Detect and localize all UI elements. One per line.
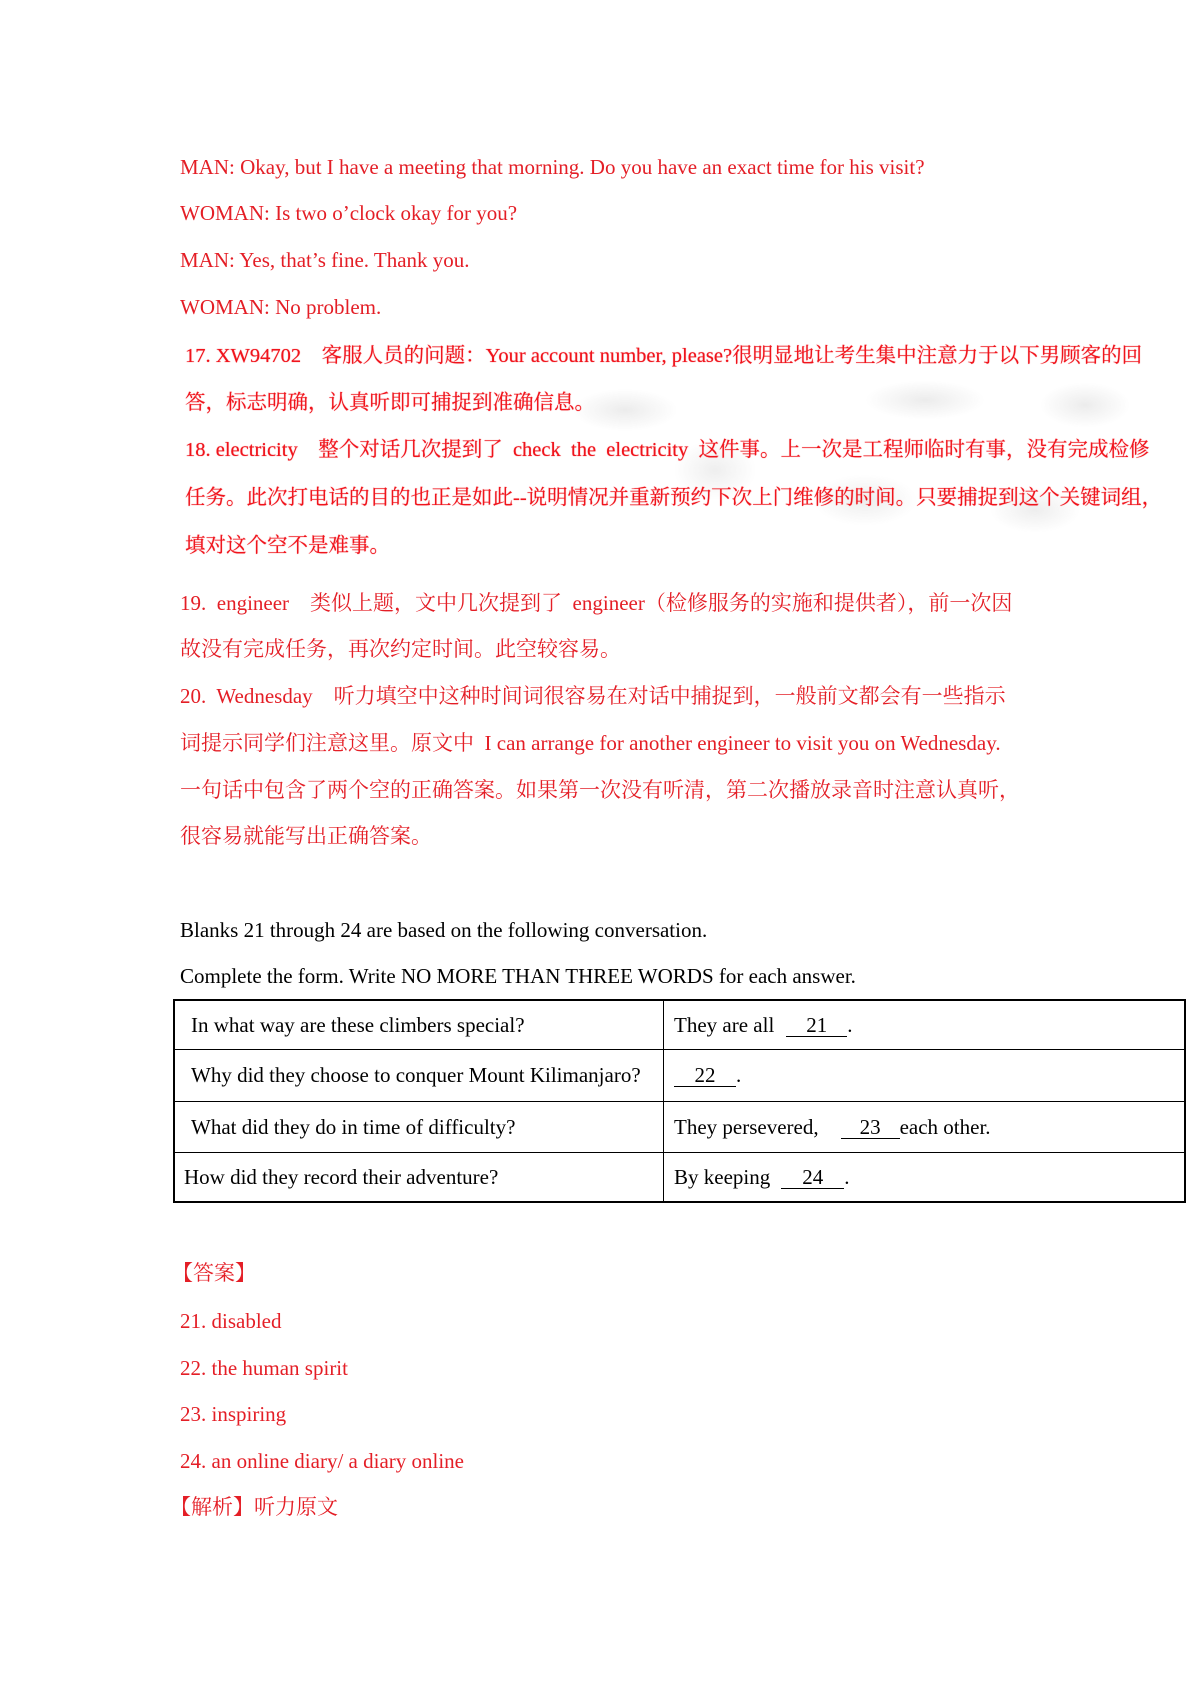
explanation-line: 故没有完成任务，再次约定时间。此空较容易。	[180, 637, 621, 661]
answer-prefix: They are all	[674, 1012, 775, 1037]
scanned-explanation-image	[185, 330, 1175, 560]
answer-item: 24. an online diary/ a diary online	[180, 1449, 465, 1473]
form-instructions: Complete the form. Write NO MORE THAN THREE WORDS for each answer.	[180, 964, 856, 988]
answer-item: 22. the human spirit	[180, 1356, 348, 1380]
answer-blank-21: 21	[786, 1015, 847, 1037]
dialogue-line: MAN: Okay, but I have a meeting that morning. Do you have an exact time for his visit?	[180, 155, 925, 179]
form-question-cell	[175, 1050, 664, 1101]
form-question-cell	[175, 1001, 664, 1049]
form-answer-cell	[664, 1102, 1184, 1152]
answer-prefix: By keeping	[674, 1164, 771, 1189]
form-row	[175, 1001, 1184, 1049]
explanation-line: 19. engineer 类似上题，文中几次提到了 engineer（检修服务的实施和提供者），前一次因	[180, 591, 1013, 615]
answer-item: 23. inspiring	[180, 1402, 287, 1426]
answer-suffix: .	[844, 1164, 850, 1189]
answer-blank-24: 24	[781, 1167, 844, 1189]
scanned-note-line: 17. XW94702 客服人员的问题：Your account number, please?很明显地让考生集中注意力于以下男顾客的回	[185, 345, 1143, 367]
answer-prefix: They persevered,	[674, 1114, 819, 1139]
scanned-note-line: 任务。此次打电话的目的也正是如此--说明情况并重新预约下次上门维修的时间。只要捕捉到这个关键词组，	[185, 487, 1163, 509]
form-row	[175, 1049, 1184, 1101]
section-intro: Blanks 21 through 24 are based on the following conversation.	[180, 918, 708, 942]
explanation-line: 20. Wednesday 听力填空中这种时间词很容易在对话中捕捉到，一般前文都会有一些指示	[180, 684, 1006, 708]
dialogue-line: WOMAN: Is two o’clock okay for you?	[180, 201, 518, 225]
analysis-heading: 【解析】听力原文	[170, 1495, 338, 1519]
explanation-line: 词提示同学们注意这里。原文中 I can arrange for another engineer to visit you on Wednesday.	[180, 731, 1001, 755]
form-row	[175, 1101, 1184, 1152]
answer-item: 21. disabled	[180, 1309, 282, 1333]
form-answer-cell	[664, 1153, 1184, 1201]
form-question-cell	[175, 1153, 664, 1201]
answer-suffix: .	[736, 1063, 742, 1087]
scanned-note-line: 18. electricity 整个对话几次提到了 check the electricity 这件事。上一次是工程师临时有事，没有完成检修	[185, 439, 1150, 461]
form-question: Why did they choose to conquer Mount Kilimanjaro?	[191, 1063, 641, 1087]
explanation-line: 一句话中包含了两个空的正确答案。如果第一次没有听清，第二次播放录音时注意认真听，	[180, 778, 1020, 802]
dialogue-line: WOMAN: No problem.	[180, 295, 382, 319]
form-question: How did they record their adventure?	[184, 1164, 499, 1189]
answer-blank-22: 22	[674, 1065, 736, 1087]
form-row	[175, 1152, 1184, 1201]
form-answer-cell	[664, 1001, 1184, 1049]
dialogue-line: MAN: Yes, that’s fine. Thank you.	[180, 248, 470, 272]
answer-blank-23: 23	[841, 1117, 900, 1139]
explanation-line: 很容易就能写出正确答案。	[180, 824, 432, 848]
answer-suffix: each other.	[899, 1114, 991, 1139]
form-answer-text	[674, 1063, 741, 1088]
answer-suffix: .	[847, 1012, 853, 1037]
form-question-cell	[175, 1102, 664, 1152]
scanned-note-line: 答，标志明确，认真听即可捕捉到准确信息。	[185, 392, 595, 414]
form-answer-cell	[664, 1050, 1184, 1101]
answers-heading: 【答案】	[172, 1261, 256, 1285]
form-answer-text	[674, 1165, 849, 1190]
answer-form-table	[173, 999, 1186, 1203]
scanned-note-line: 填对这个空不是难事。	[185, 535, 390, 557]
form-question: What did they do in time of difficulty?	[191, 1114, 516, 1139]
form-answer-text	[674, 1013, 853, 1038]
form-answer-text	[674, 1115, 991, 1140]
form-question: In what way are these climbers special?	[191, 1012, 525, 1037]
